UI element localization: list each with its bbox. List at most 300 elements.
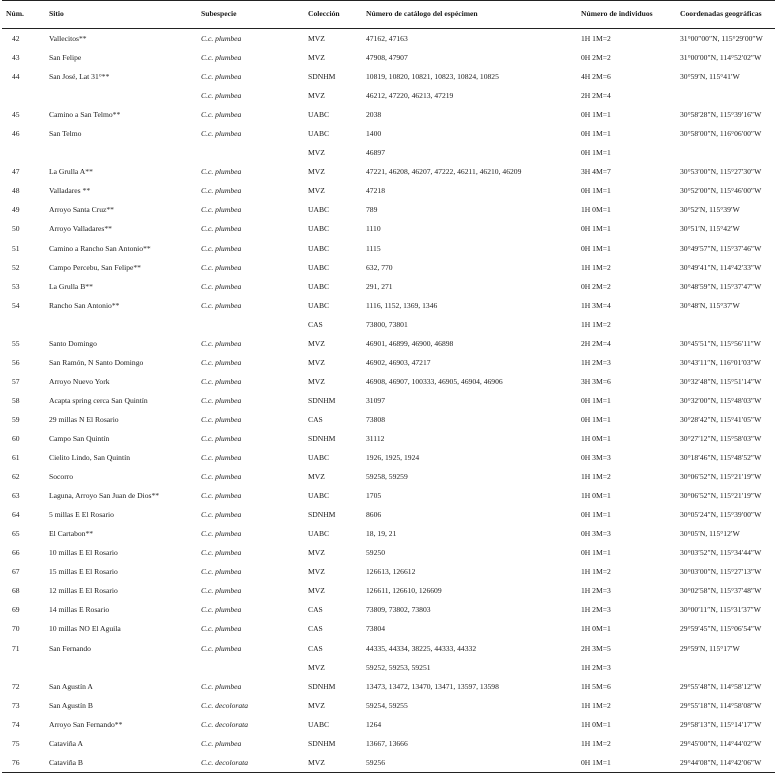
cell-catalogo: 73800, 73801 <box>366 319 408 329</box>
cell-catalogo: 632, 770 <box>366 262 393 272</box>
cell-num: 59 <box>12 414 20 424</box>
cell-coordenadas: 30°06′52″N, 115°21′19″W <box>680 472 762 482</box>
cell-subespecie: C.c. plumbea <box>201 548 242 558</box>
cell-subespecie: C.c. decolorata <box>197 753 304 773</box>
cell-catalogo: 47908, 47907 <box>366 53 408 63</box>
cell-coordenadas: 30°06′52″N, 115°21′19″W <box>680 491 762 501</box>
cell-coleccion: MVZ <box>304 753 362 773</box>
cell-coordenadas <box>676 143 775 162</box>
cell-individuos: 1H 2M=3 <box>581 605 611 615</box>
cell-num: 42 <box>12 34 20 44</box>
cell-sitio: San Agustín B <box>49 700 93 710</box>
cell-num: 52 <box>12 262 20 272</box>
cell-individuos: 1H 1M=2 <box>581 567 611 577</box>
cell-num: 43 <box>12 53 20 63</box>
table-row <box>2 543 775 562</box>
cell-coleccion: UABC <box>308 205 330 215</box>
cell-num: 65 <box>12 529 20 539</box>
cell-coordenadas: 31°00″00″N, 115°29′00″W <box>680 34 763 44</box>
cell-individuos: 1H 0M=1 <box>581 434 611 443</box>
cell-coordenadas: 29°58′13″N, 115°14′17″W <box>680 719 762 729</box>
cell-individuos: 0H 1M=1 <box>577 753 676 773</box>
table-row <box>2 658 775 677</box>
cell-catalogo: 47218 <box>366 186 385 196</box>
cell-num: 74 <box>12 719 20 729</box>
table-row <box>2 67 775 86</box>
cell-sitio: San José, Lat 31°** <box>49 72 110 82</box>
cell-individuos: 0H 2M=2 <box>581 53 611 63</box>
header-catalogo: Número de catálogo del espécimen <box>362 1 577 29</box>
table-row <box>2 696 775 715</box>
cell-sitio: San Agustín A <box>49 681 93 691</box>
cell-subespecie: C.c. plumbea <box>201 586 242 596</box>
cell-coleccion: MVZ <box>308 662 325 672</box>
cell-individuos: 2H 2M=4 <box>581 91 611 101</box>
cell-num: 51 <box>12 243 20 253</box>
table-row <box>2 734 775 753</box>
cell-sitio: 15 millas E El Rosario <box>49 567 118 577</box>
cell-subespecie: C.c. plumbea <box>201 167 242 177</box>
cell-subespecie: C.c. plumbea <box>201 567 242 577</box>
table-row <box>2 677 775 696</box>
cell-coordenadas: 29°55′48″N, 114°58′12″W <box>680 681 762 691</box>
cell-individuos: 0H 1M=1 <box>581 510 611 520</box>
cell-coordenadas: 30°58′28″N, 115°39′16″W <box>680 110 762 120</box>
cell-sitio: Arroyo Valladares** <box>49 224 112 234</box>
cell-catalogo: 1926, 1925, 1924 <box>366 453 420 463</box>
cell-num: 67 <box>12 567 20 577</box>
cell-subespecie: C.c. plumbea <box>201 72 242 82</box>
cell-individuos: 1H 1M=2 <box>581 34 611 44</box>
table-header <box>2 1 775 29</box>
cell-individuos: 0H 1M=1 <box>581 148 611 158</box>
cell-coordenadas: 30°05′24″N, 115°39′00″W <box>680 510 762 520</box>
cell-num: 44 <box>12 72 20 82</box>
cell-coordenadas: 30°00′11″N, 115°31′37″W <box>680 605 761 615</box>
cell-coleccion: MVZ <box>308 700 325 710</box>
cell-coordenadas: 30°58′00″N, 116°06′00″W <box>680 129 762 139</box>
cell-catalogo: 1115 <box>366 243 381 253</box>
table-row <box>2 467 775 486</box>
cell-subespecie: C.c. plumbea <box>201 529 242 539</box>
cell-individuos: 1H 2M=3 <box>581 586 611 596</box>
cell-sitio: La Grulla B** <box>49 281 93 291</box>
cell-catalogo: 73804 <box>366 624 385 634</box>
cell-coordenadas: 30°49′41″N, 114°42′33″W <box>680 262 762 272</box>
cell-num: 49 <box>12 205 20 215</box>
cell-catalogo: 126613, 126612 <box>366 567 416 577</box>
cell-individuos: 3H 4M=7 <box>581 167 611 177</box>
cell-subespecie: C.c. plumbea <box>201 434 242 443</box>
cell-coordenadas: 30°27′12″N, 115°58′03″W <box>680 434 762 443</box>
table-row <box>2 239 775 258</box>
table-row <box>2 410 775 429</box>
cell-individuos: 1H 1M=2 <box>581 319 611 329</box>
cell-coordenadas: 29°59′45″N, 115°06′54″W <box>680 624 762 634</box>
cell-subespecie: C.c. plumbea <box>201 643 242 653</box>
cell-coleccion: MVZ <box>308 53 325 63</box>
cell-coordenadas: 30°52′N, 115°39′W <box>680 205 740 215</box>
cell-individuos: 1H 2M=3 <box>581 662 611 672</box>
cell-coleccion: MVZ <box>308 472 325 482</box>
cell-catalogo: 1400 <box>366 129 382 139</box>
cell-catalogo: 13473, 13472, 13470, 13471, 13597, 13598 <box>366 681 499 691</box>
cell-individuos: 2H 3M=5 <box>581 643 611 653</box>
cell-subespecie: C.c. plumbea <box>201 129 242 139</box>
cell-coleccion: MVZ <box>308 548 325 558</box>
cell-subespecie: C.c. plumbea <box>201 53 242 63</box>
header-row <box>2 1 775 29</box>
cell-subespecie: C.c. plumbea <box>201 491 242 501</box>
table-row <box>2 581 775 600</box>
cell-catalogo: 46897 <box>366 148 385 158</box>
cell-catalogo: 73808 <box>366 414 385 424</box>
cell-coordenadas <box>676 658 775 677</box>
cell-individuos: 1H 5M=6 <box>581 681 611 691</box>
cell-sitio: 10 millas E El Rosario <box>49 548 118 558</box>
cell-coordenadas <box>676 315 775 334</box>
header-num: Núm. <box>2 1 45 29</box>
cell-subespecie: C.c. plumbea <box>201 34 242 44</box>
cell-individuos: 0H 1M=1 <box>581 395 611 405</box>
cell-individuos: 0H 1M=1 <box>581 129 611 139</box>
cell-individuos: 1H 0M=1 <box>581 491 611 501</box>
cell-subespecie: C.c. decolorata <box>201 700 249 710</box>
cell-subespecie: C.c. plumbea <box>201 224 242 234</box>
cell-coordenadas: 30°53′00″N, 115°27′30″W <box>680 167 762 177</box>
cell-individuos: 1H 0M=1 <box>581 719 611 729</box>
table-row <box>2 29 775 49</box>
cell-subespecie: C.c. plumbea <box>201 681 242 691</box>
cell-coleccion: MVZ <box>308 586 325 596</box>
cell-sitio: 10 millas NO El Aguila <box>49 624 121 634</box>
table-row <box>2 391 775 410</box>
cell-coordenadas <box>676 86 775 105</box>
cell-num: 56 <box>12 357 20 367</box>
cell-sitio: 29 millas N El Rosario <box>49 414 119 424</box>
cell-sitio: 5 millas E El Rosario <box>49 510 114 520</box>
cell-sitio: El Cartabon** <box>49 529 94 539</box>
table-row <box>2 86 775 105</box>
table-row <box>2 448 775 467</box>
table-row <box>2 619 775 638</box>
table-row <box>2 219 775 238</box>
cell-subespecie: C.c. plumbea <box>201 110 242 120</box>
cell-catalogo: 1264 <box>366 719 382 729</box>
cell-subespecie: C.c. plumbea <box>201 510 242 520</box>
cell-catalogo: 47221, 46208, 46207, 47222, 46211, 46210, 46209 <box>366 167 522 177</box>
cell-coleccion: UABC <box>308 300 330 310</box>
cell-catalogo: 8606 <box>366 510 382 520</box>
header-coordenadas: Coordenadas geográficas <box>676 1 775 29</box>
table-row <box>2 753 775 773</box>
cell-coleccion: CAS <box>308 414 323 424</box>
cell-catalogo: 73809, 73802, 73803 <box>366 605 431 615</box>
cell-sitio: San Telmo <box>49 129 82 139</box>
table-row <box>2 143 775 162</box>
header-individuos: Número de individuos <box>577 1 676 29</box>
cell-sitio: Arroyo San Fernando** <box>49 719 123 729</box>
cell-sitio <box>45 658 197 677</box>
cell-coleccion: UABC <box>308 453 330 463</box>
table-row <box>2 105 775 124</box>
cell-num: 72 <box>12 681 20 691</box>
cell-subespecie: C.c. plumbea <box>201 605 242 615</box>
cell-subespecie: C.c. plumbea <box>201 357 242 367</box>
cell-individuos: 1H 0M=1 <box>581 205 611 215</box>
table-row <box>2 505 775 524</box>
cell-coleccion: SDNHM <box>308 72 336 82</box>
cell-sitio: Camino a San Telmo** <box>49 110 121 120</box>
cell-sitio: Camino a Rancho San Antonio** <box>49 243 151 253</box>
cell-individuos: 1H 1M=2 <box>581 700 611 710</box>
cell-coordenadas: 30°32′00″N, 115°48′03″W <box>680 395 762 405</box>
cell-sitio <box>45 315 197 334</box>
cell-catalogo: 46212, 47220, 46213, 47219 <box>366 91 454 101</box>
cell-num <box>2 315 45 334</box>
cell-coordenadas: 30°59′N, 115°41′W <box>680 72 740 82</box>
cell-coordenadas: 29°59′N, 115°17′W <box>680 643 740 653</box>
header-sitio: Sitio <box>45 1 197 29</box>
cell-coleccion: UABC <box>308 719 330 729</box>
cell-individuos: 0H 1M=1 <box>581 548 611 558</box>
cell-coleccion: UABC <box>308 281 330 291</box>
cell-coleccion: UABC <box>308 129 330 139</box>
cell-subespecie: C.c. plumbea <box>201 472 242 482</box>
cell-subespecie: C.c. plumbea <box>201 624 242 634</box>
cell-coordenadas: 30°48′59″N, 115°37′47″W <box>680 281 762 291</box>
cell-num: 46 <box>12 129 20 139</box>
cell-coordenadas: 30°49′57″N, 115°37′46″W <box>680 243 762 253</box>
cell-coordenadas: 30°45′51″N, 115°56′11″W <box>680 338 761 348</box>
cell-sitio: Cataviña B <box>45 753 197 773</box>
cell-catalogo: 291, 271 <box>366 281 393 291</box>
cell-num: 70 <box>12 624 20 634</box>
specimen-table <box>2 0 775 773</box>
cell-individuos: 0H 2M=2 <box>581 281 611 291</box>
cell-coleccion: MVZ <box>308 167 325 177</box>
cell-sitio <box>45 143 197 162</box>
cell-coordenadas: 29°45′00″N, 114°44′02″W <box>680 738 762 748</box>
cell-num: 69 <box>12 605 20 615</box>
cell-num: 64 <box>12 510 20 520</box>
cell-individuos: 1H 2M=3 <box>581 357 611 367</box>
table-row <box>2 200 775 219</box>
cell-sitio: Cielito Lindo, San Quintín <box>49 453 130 463</box>
cell-num <box>2 86 45 105</box>
cell-catalogo: 46902, 46903, 47217 <box>366 357 431 367</box>
table-row <box>2 277 775 296</box>
table-row <box>2 258 775 277</box>
table-row <box>2 353 775 372</box>
cell-catalogo: 59250 <box>366 548 385 558</box>
cell-coordenadas: 30°18′46″N, 115°48′52″W <box>680 453 762 463</box>
cell-individuos: 1H 0M=1 <box>581 624 611 634</box>
cell-catalogo: 46908, 46907, 100333, 46905, 46904, 46906 <box>366 376 503 386</box>
cell-num: 76 <box>2 753 45 773</box>
table-row <box>2 524 775 543</box>
cell-catalogo: 10819, 10820, 10821, 10823, 10824, 10825 <box>366 72 499 82</box>
cell-individuos: 0H 1M=1 <box>581 414 611 424</box>
cell-individuos: 0H 1M=1 <box>581 186 611 196</box>
cell-sitio: Laguna, Arroyo San Juan de Dios** <box>49 491 160 501</box>
table-row <box>2 562 775 581</box>
cell-coleccion: CAS <box>308 624 323 634</box>
cell-coordenadas: 30°51′N, 115°42′W <box>680 224 740 234</box>
table-row <box>2 334 775 353</box>
table-row <box>2 715 775 734</box>
table-row <box>2 600 775 619</box>
cell-subespecie: C.c. plumbea <box>201 738 242 748</box>
cell-coleccion: MVZ <box>308 186 325 196</box>
table-row <box>2 486 775 505</box>
cell-coordenadas: 29°55′18″N, 114°58′08″W <box>680 700 762 710</box>
cell-coleccion: UABC <box>308 262 330 272</box>
cell-individuos: 0H 1M=1 <box>581 110 611 120</box>
header-coleccion: Colección <box>304 1 362 29</box>
cell-num: 61 <box>12 453 20 463</box>
cell-catalogo: 59256 <box>362 753 577 773</box>
cell-num: 50 <box>12 224 20 234</box>
cell-num: 71 <box>12 643 20 653</box>
cell-subespecie <box>197 658 304 677</box>
table-row <box>2 181 775 200</box>
cell-coordenadas: 30°02′58″N, 115°37′48″W <box>680 586 762 596</box>
cell-catalogo: 2038 <box>366 110 382 120</box>
cell-individuos: 0H 1M=1 <box>581 224 611 234</box>
cell-subespecie: C.c. plumbea <box>201 300 242 310</box>
cell-num: 63 <box>12 491 20 501</box>
cell-catalogo: 13667, 13666 <box>366 738 408 748</box>
cell-coleccion: MVZ <box>308 34 325 44</box>
cell-subespecie: C.c. plumbea <box>201 91 242 101</box>
cell-individuos: 2H 2M=4 <box>581 338 611 348</box>
cell-sitio: Santo Domingo <box>49 338 97 348</box>
cell-individuos: 0H 3M=3 <box>581 529 611 539</box>
cell-individuos: 1H 3M=4 <box>581 300 611 310</box>
cell-coleccion: UABC <box>308 529 330 539</box>
cell-catalogo: 31112 <box>366 434 385 443</box>
cell-coordenadas: 30°03′52″N, 115°34′44″W <box>680 548 762 558</box>
cell-individuos: 1H 1M=2 <box>581 262 611 272</box>
cell-catalogo: 59254, 59255 <box>366 700 408 710</box>
cell-subespecie: C.c. plumbea <box>201 395 242 405</box>
cell-sitio: Campo San Quintín <box>49 434 110 443</box>
cell-coordenadas: 30°32′48″N, 115°51′14″W <box>680 376 762 386</box>
cell-num: 53 <box>12 281 20 291</box>
cell-catalogo: 1705 <box>366 491 382 501</box>
cell-coleccion: CAS <box>308 319 323 329</box>
table-row <box>2 372 775 391</box>
cell-coordenadas: 30°52′00″N, 115°46′00″W <box>680 186 762 196</box>
cell-catalogo: 44335, 44334, 38225, 44333, 44332 <box>366 643 477 653</box>
cell-subespecie: C.c. plumbea <box>201 205 242 215</box>
cell-sitio: Socorro <box>49 472 74 482</box>
cell-coleccion: MVZ <box>308 91 325 101</box>
cell-individuos: 3H 3M=6 <box>581 376 611 386</box>
cell-subespecie: C.c. plumbea <box>201 338 242 348</box>
cell-coleccion: SDNHM <box>308 434 336 443</box>
table-row <box>2 124 775 143</box>
cell-catalogo: 59252, 59253, 59251 <box>366 662 431 672</box>
cell-subespecie: C.c. plumbea <box>201 262 242 272</box>
cell-subespecie: C.c. plumbea <box>201 243 242 253</box>
table-row <box>2 315 775 334</box>
table-body <box>2 29 775 773</box>
cell-sitio: Rancho San Antonio** <box>49 300 120 310</box>
cell-coleccion: MVZ <box>308 338 325 348</box>
table-row <box>2 48 775 67</box>
cell-coordenadas: 29°44′08″N, 114°42′06″W <box>676 753 775 773</box>
cell-sitio: San Fernando <box>49 643 91 653</box>
table-row <box>2 162 775 181</box>
cell-catalogo: 18, 19, 21 <box>366 529 397 539</box>
cell-coordenadas: 30°43′11″N, 116°01′03″W <box>680 357 761 367</box>
cell-catalogo: 1110 <box>366 224 381 234</box>
cell-sitio: Arroyo Nuevo York <box>49 376 110 386</box>
cell-coleccion: SDNHM <box>308 738 336 748</box>
cell-subespecie: C.c. plumbea <box>201 414 242 424</box>
cell-num: 62 <box>12 472 20 482</box>
cell-subespecie <box>197 315 304 334</box>
cell-num <box>2 658 45 677</box>
cell-coordenadas: 30°28′42″N, 115°41′05″W <box>680 414 762 424</box>
table-row <box>2 296 775 315</box>
cell-subespecie: C.c. plumbea <box>201 186 242 196</box>
cell-coleccion: CAS <box>308 643 323 653</box>
cell-individuos: 4H 2M=6 <box>581 72 611 82</box>
cell-num: 58 <box>12 395 20 405</box>
cell-num <box>2 143 45 162</box>
cell-num: 54 <box>12 300 20 310</box>
cell-catalogo: 46901, 46899, 46900, 46898 <box>366 338 454 348</box>
cell-individuos: 1H 1M=2 <box>581 472 611 482</box>
cell-sitio <box>45 86 197 105</box>
cell-catalogo: 47162, 47163 <box>366 34 408 44</box>
cell-subespecie: C.c. plumbea <box>201 453 242 463</box>
cell-individuos: 1H 1M=2 <box>581 738 611 748</box>
cell-sitio: Campo Percebu, San Felipe** <box>49 262 141 272</box>
table-row <box>2 639 775 658</box>
cell-individuos: 0H 3M=3 <box>581 453 611 463</box>
cell-sitio: 12 millas E El Rosario <box>49 586 118 596</box>
cell-coordenadas: 30°48′N, 115°37′W <box>680 300 740 310</box>
cell-num: 73 <box>12 700 20 710</box>
cell-catalogo: 31097 <box>366 395 385 405</box>
cell-coleccion: UABC <box>308 110 330 120</box>
cell-num: 57 <box>12 376 20 386</box>
cell-catalogo: 126611, 126610, 126609 <box>366 586 442 596</box>
cell-coleccion: SDNHM <box>308 681 336 691</box>
cell-subespecie: C.c. plumbea <box>201 376 242 386</box>
cell-catalogo: 789 <box>366 205 378 215</box>
cell-num: 66 <box>12 548 20 558</box>
cell-num: 75 <box>12 738 20 748</box>
cell-sitio: 14 millas E Rosario <box>49 605 110 615</box>
cell-sitio: Vallecitos** <box>49 34 87 44</box>
cell-sitio: San Felipe <box>49 53 82 63</box>
cell-coleccion: UABC <box>308 243 330 253</box>
cell-coleccion: SDNHM <box>308 510 336 520</box>
cell-sitio: La Grulla A** <box>49 167 93 177</box>
cell-coordenadas: 30°03′00″N, 115°27′13″W <box>680 567 762 577</box>
cell-coleccion: UABC <box>308 491 330 501</box>
table-row <box>2 429 775 448</box>
cell-coleccion: MVZ <box>308 148 325 158</box>
cell-sitio: Cataviña A <box>49 738 83 748</box>
cell-sitio: Arroyo Santa Cruz** <box>49 205 114 215</box>
cell-subespecie: C.c. plumbea <box>201 281 242 291</box>
